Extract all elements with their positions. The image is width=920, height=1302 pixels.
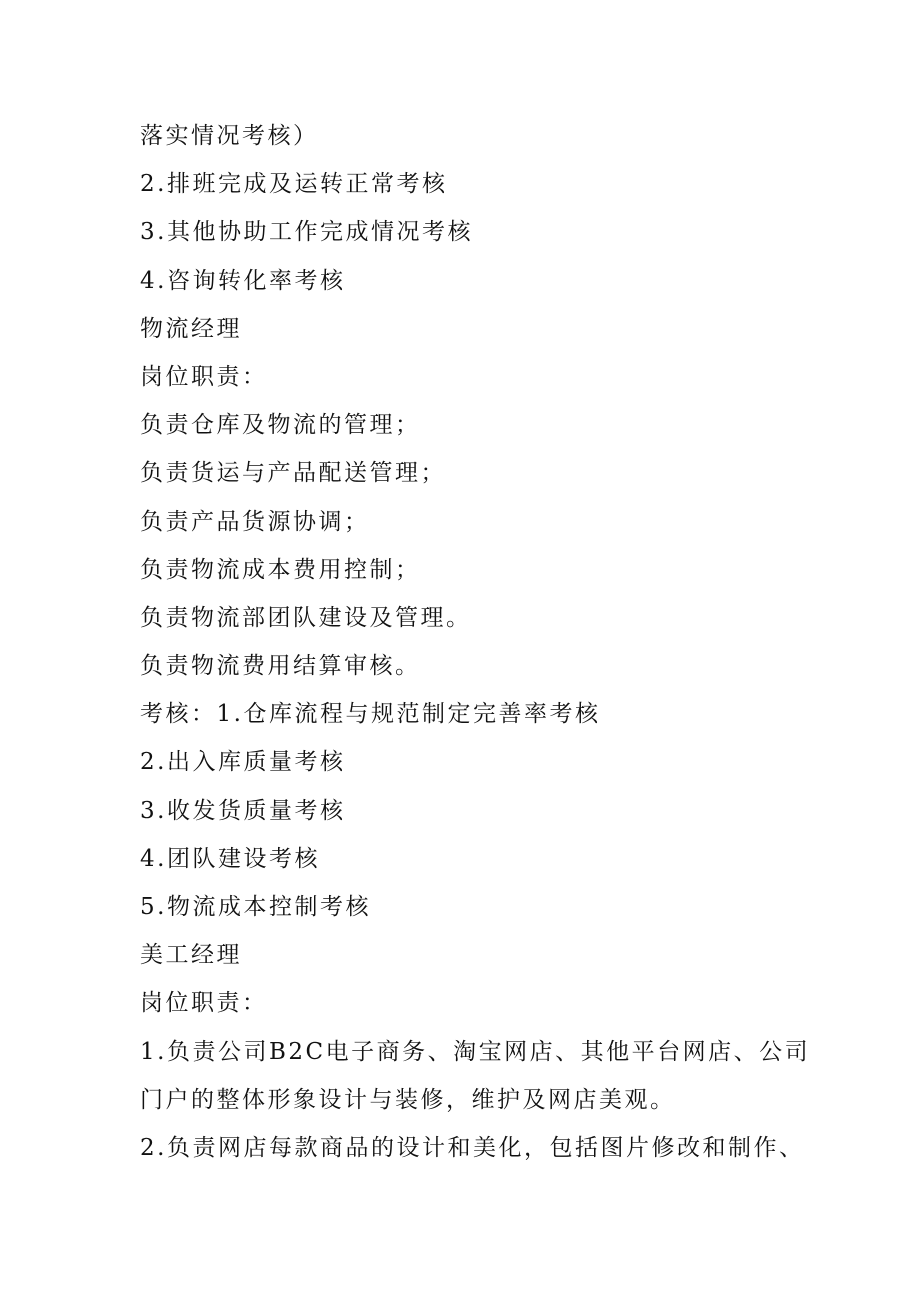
text-line-team-building-assessment: 4.团队建设考核 bbox=[140, 845, 320, 872]
subheading-job-duties-art: 岗位职责： bbox=[140, 990, 268, 1017]
document-body bbox=[140, 112, 811, 1172]
text-line-cost-control-assessment: 5.物流成本控制考核 bbox=[140, 894, 371, 920]
text-line-product-design: 2.负责网店每款商品的设计和美化，包括图片修改和制作、 bbox=[140, 1134, 805, 1161]
text-line-settlement-audit: 负责物流费用结算审核。 bbox=[140, 653, 421, 680]
subheading-job-duties: 岗位职责： bbox=[140, 363, 268, 390]
text-line-assist-work-assessment: 3.其他协助工作完成情况考核 bbox=[140, 219, 473, 246]
text-line-assessment-continuation: 落实情况考核） bbox=[140, 123, 319, 149]
text-line-warehouse-management: 负责仓库及物流的管理； bbox=[140, 412, 421, 439]
text-line-supply-coordination: 负责产品货源协调； bbox=[140, 508, 370, 535]
text-line-assessment-warehouse-process: 考核：1.仓库流程与规范制定完善率考核 bbox=[140, 701, 601, 728]
text-line-cost-control: 负责物流成本费用控制； bbox=[140, 556, 421, 583]
text-line-shipping-receiving-quality: 3.收发货质量考核 bbox=[140, 797, 346, 824]
text-line-freight-delivery: 负责货运与产品配送管理； bbox=[140, 460, 446, 487]
section-heading-art-manager: 美工经理 bbox=[140, 942, 242, 969]
text-line-scheduling-assessment: 2.排班完成及运转正常考核 bbox=[140, 171, 448, 198]
text-line-team-building: 负责物流部团队建设及管理。 bbox=[140, 604, 472, 631]
text-line-store-design: 1.负责公司B2C电子商务、淘宝网店、其他平台网店、公司 bbox=[140, 1038, 811, 1065]
text-line-conversion-rate-assessment: 4.咨询转化率考核 bbox=[140, 267, 346, 294]
text-line-store-design-continued: 门户的整体形象设计与装修，维护及网店美观。 bbox=[140, 1086, 676, 1113]
section-heading-logistics-manager: 物流经理 bbox=[140, 315, 242, 342]
text-line-inbound-outbound-quality: 2.出入库质量考核 bbox=[140, 749, 346, 776]
